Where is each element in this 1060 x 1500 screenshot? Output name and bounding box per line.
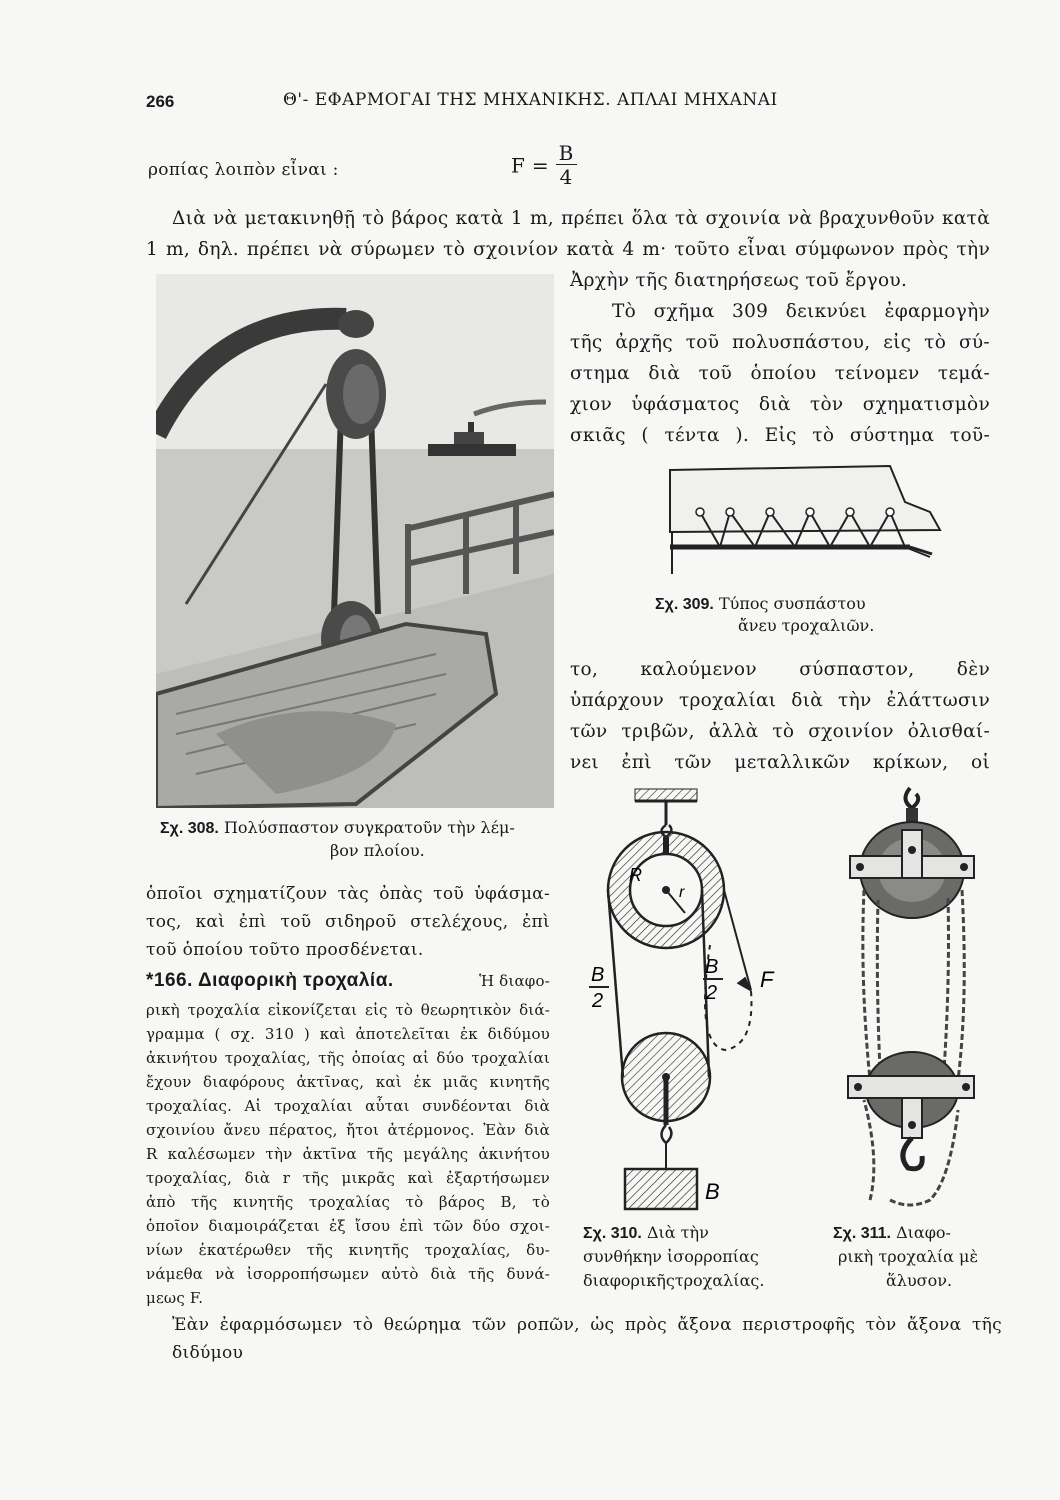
fig308-caption [160,817,515,840]
lower-crossbar [848,1076,974,1098]
label-R: R [629,865,642,885]
fig308-caption-label: Σχ. 308. [160,820,219,837]
fig310-caption-label: Σχ. 310. [583,1225,642,1242]
fig308-illustration [156,274,554,808]
fig310-caption-text: Διὰ τὴν [646,1223,709,1242]
section-line: τροχαλίας, διὰ r τῆς μικρᾶς καὶ ἐξαρτήσωμεν [146,1169,550,1187]
fig309-caption-cont: ἄνευ τροχαλιῶν. [738,616,875,635]
intro-line: ροπίας λοιπὸν εἶναι : [148,160,339,180]
section-line: νάμεθα νὰ ἰσορροπήσωμεν αὐτὸ διὰ τῆς δυνά- [146,1265,550,1283]
body-line: ὑπάρχουν τροχαλίαι διὰ τὴν ἐλάττωσιν [570,690,990,711]
label-B: B [705,1179,720,1204]
top-hook-icon [905,788,918,808]
body-line: Τὸ σχῆμα 309 δεικνύει ἐφαρμογὴν [612,301,990,322]
formula-lhs: F = [511,153,549,178]
weight-block [625,1169,697,1209]
label-B-half-right: B [705,956,719,978]
section-line: ἔχουν διαφόρους ἀκτῖνας, καὶ ἐκ μιᾶς κινητῆς [146,1073,550,1091]
body-line: νει ἐπὶ τῶν μεταλλικῶν κρίκων, οἱ [570,752,990,773]
body-line: σκιᾶς ( τέντα ). Εἰς τὸ σύστημα τοῦ- [570,425,990,446]
fig310-caption-cont: διαφορικῆςτροχαλίας. [583,1271,765,1290]
section-166 [146,970,550,992]
section-line: τροχαλίας. Αἱ τροχαλίαι αὗται συνδέονται διὰ [146,1097,550,1115]
bottom-hook-icon [903,1138,922,1169]
section-line: ἀπὸ τῆς κινητῆς τροχαλίας τὸ βάρος B, τὸ [146,1193,550,1211]
fig311-caption-label: Σχ. 311. [833,1225,891,1242]
label-F: F [760,967,774,992]
body-line: τοῦ ὁποίου τοῦτο προσδένεται. [146,940,424,960]
section-first-words: Ἡ διαφο- [479,972,550,990]
fig308-caption-cont: βον πλοίου. [330,841,425,860]
fig308-caption-text: Πολύσπαστον συγκρατοῦν τὴν λέμ- [223,818,515,837]
fig311-caption [833,1222,951,1245]
section-line: ρικὴ τροχαλία εἰκονίζεται εἰς τὸ θεωρητικὸν διά- [146,1001,550,1019]
formula [511,142,577,189]
formula-fraction [556,142,577,189]
page-number: 266 [146,92,175,111]
fig310-diagram [585,785,785,1215]
body-line: ὁποῖοι σχηματίζουν τὰς ὀπὰς τοῦ ὑφάσμα- [146,884,550,904]
label-r: r [679,884,685,901]
chain [863,890,964,1205]
section-line: γραμμα ( σχ. 310 ) καὶ ἀποτελεῖται ἐκ διδύμου [146,1025,550,1043]
body-line: τῆς ἀρχῆς τοῦ πολυσπάστου, εἰς τὸ σύ- [570,332,990,353]
fig311-illustration [840,780,990,1210]
ceiling-mount [635,789,697,801]
body-line: το, καλούμενον σύσπαστον, δὲν [570,659,990,680]
fig309-diagram [660,462,945,582]
section-line: ὁποῖον διαμοιράζεται ἐξ ἴσου ἐπὶ τῶν δύο σχοι- [146,1217,550,1235]
fig309-caption-text: Τύπος συσπάστου [718,594,866,613]
section-line: R καλέσωμεν τὴν ἀκτῖνα τῆς μεγάλης ἀκινήτου [146,1145,550,1163]
running-header: Θ'- ΕΦΑΡΜΟΓΑΙ ΤΗΣ ΜΗΧΑΝΙΚΗΣ. ΑΠΛΑΙ ΜΗΧΑΝΑΙ [283,90,778,110]
body-line: τος, καὶ ἐπὶ τοῦ σιδηροῦ στελέχους, ἐπὶ [146,912,550,932]
bottom-text-line: Ἐὰν ἐφαρμόσωμεν τὸ θεώρημα τῶν ροπῶν, ὡς πρὸς ἄξονα περιστροφῆς τὸν ἄξονα τῆς διδύμου [172,1315,1002,1363]
section-line: σχοινίου ἄνευ πέρατος, ἤτοι ἀτέρμονος. Ἐὰν διὰ [146,1121,550,1139]
intro-text-line: Διὰ νὰ μετακινηθῇ τὸ βάρος κατὰ 1 m, πρέπει ὅλα τὰ σχοινία νὰ βραχυνθοῦν κατὰ [172,208,990,229]
label-2-left: 2 [592,990,604,1012]
intro-text-line: 1 m, δηλ. πρέπει νὰ σύρωμεν τὸ σχοινίον κατὰ 4 m· τοῦτο εἶναι σύμφωνον πρὸς τὴν [146,239,990,260]
section-heading: *166. Διαφορικὴ τροχαλία. [146,970,394,991]
formula-numerator: B [556,142,577,165]
fig309-caption [655,593,866,616]
section-line: νίων ἑκατέρωθεν τῆς κινητῆς τροχαλίας, δυ- [146,1241,550,1259]
label-2-right: 2 [706,982,718,1004]
body-line: χιον ὑφάσματος διὰ τὸν σχηματισμὸν [570,394,990,415]
fig310-caption [583,1222,709,1245]
label-B-half-left: B [591,964,605,986]
fig311-caption-text: Διαφο- [896,1223,951,1242]
body-line: στημα διὰ τοῦ ὁποίου τείνομεν τεμά- [570,363,990,384]
formula-denominator: 4 [559,165,573,189]
fig310-caption-cont: συνθήκην ἰσορροπίας [583,1247,759,1266]
fig309-caption-label: Σχ. 309. [655,596,714,613]
body-line: τῶν τριβῶν, ἀλλὰ τὸ σχοινίον ὀλισθαί- [570,721,990,742]
fig311-caption-cont: ἅλυσον. [886,1271,953,1290]
body-line: Ἀρχὴν τῆς διατηρήσεως τοῦ ἔργου. [570,270,908,291]
section-line: ἀκινήτου τροχαλίας, τῆς ὁποίας αἱ δύο τροχαλίαι [146,1049,550,1067]
section-line: μεως F. [146,1289,204,1307]
fig311-caption-cont: ρικὴ τροχαλία μὲ [838,1247,979,1266]
